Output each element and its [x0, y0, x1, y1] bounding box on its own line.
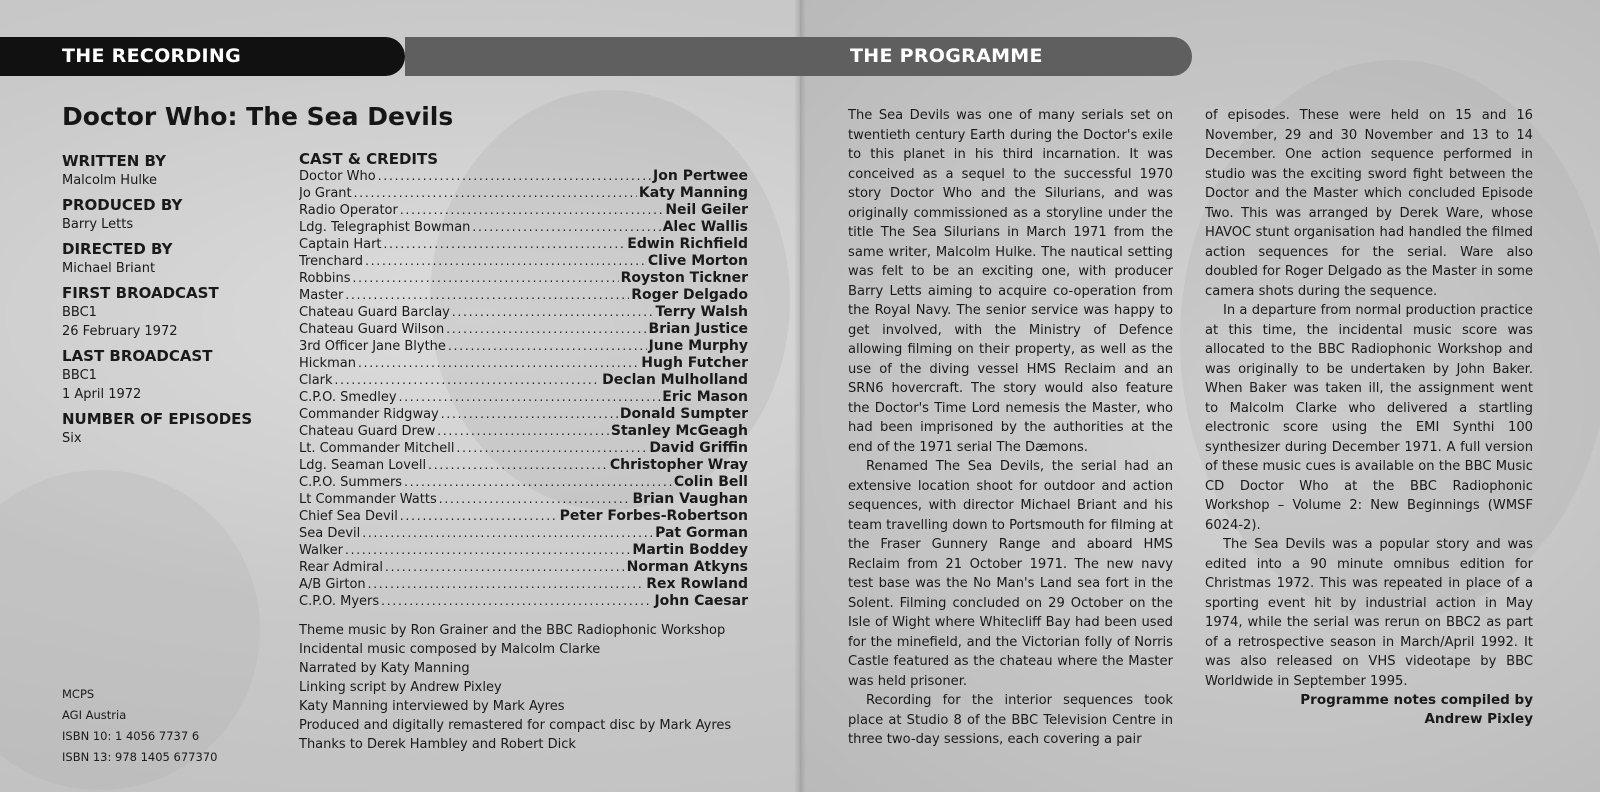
- cast-actor: Roger Delgado: [631, 287, 748, 303]
- cast-role: Doctor Who: [299, 169, 376, 184]
- dot-leader: [428, 457, 608, 474]
- dot-leader: [452, 304, 654, 321]
- dot-leader: [399, 389, 661, 406]
- programme-paragraph: Recording for the interior sequences took place at Studio 8 of the BBC Television Centre in three two-day sessions, each covering a pair: [848, 693, 1173, 747]
- credit-block: [62, 240, 292, 278]
- credit-value: 26 February 1972: [62, 324, 178, 339]
- cast-row: [299, 287, 748, 304]
- credit-label: NUMBER OF EPISODES: [62, 410, 253, 428]
- credit-value: BBC1: [62, 368, 97, 383]
- cast-role: Rear Admiral: [299, 560, 384, 575]
- cast-actor: John Caesar: [654, 593, 748, 609]
- cast-row: [299, 202, 748, 219]
- cast-actor: June Murphy: [648, 338, 748, 354]
- cast-row: [299, 168, 748, 185]
- cast-role: Robbins: [299, 271, 351, 286]
- cast-row: [299, 355, 748, 372]
- cast-role: Chateau Guard Wilson: [299, 322, 445, 337]
- dot-leader: [358, 355, 639, 372]
- production-notes: [299, 621, 759, 754]
- dot-leader: [378, 168, 651, 185]
- cast-actor: Jon Pertwee: [653, 168, 748, 184]
- cast-role: Lt Commander Watts: [299, 492, 437, 507]
- cast-row: [299, 236, 748, 253]
- credit-value: Barry Letts: [62, 217, 134, 232]
- dot-leader: [400, 508, 558, 525]
- cast-actor: Alec Wallis: [662, 219, 748, 235]
- cast-row: [299, 457, 748, 474]
- cast-role: Hickman: [299, 356, 356, 371]
- cast-row: [299, 491, 748, 508]
- cast-row: [299, 219, 748, 236]
- cast-role: C.P.O. Smedley: [299, 390, 397, 405]
- cast-role: C.P.O. Summers: [299, 475, 403, 490]
- section-header-recording: THE RECORDING: [62, 45, 242, 67]
- credit-note: Narrated by Katy Manning: [299, 661, 470, 676]
- credit-value: Malcolm Hulke: [62, 173, 157, 188]
- programme-paragraph: In a departure from normal production practice at this time, the incidental music score was allocated to the BBC Radiophonic Workshop and was originally to be undertaken by John Baker. When Baker was taken ill, the assignment went to Malcolm Clarke who delivered a startling electronic score using the EMI Synthi 100 synthesizer during December 1971. A full version of these music cues is available on the BBC Music CD Doctor Who at the BBC Radiophonic Workshop – Volume 2: New Beginnings (WMSF 6024-2).: [1205, 303, 1533, 533]
- credit-block: [62, 196, 292, 234]
- cast-actor: Stanley McGeagh: [610, 423, 748, 439]
- cast-row: [299, 338, 748, 355]
- programme-paragraph: The Sea Devils was a popular story and was edited into a 90 minute omnibus edition for Christmas 1972. This was repeated in place of a sporting event hit by industrial action in May 1974, while the serial was rerun on BBC2 as part of a retrospective season in March/April 1992. It was also released on VHS videotape by BBC Worldwide in September 1995.: [1205, 537, 1533, 689]
- cast-row: [299, 542, 748, 559]
- credit-block: [62, 152, 292, 190]
- dot-leader: [439, 491, 631, 508]
- dot-leader: [381, 593, 652, 610]
- credit-note: Katy Manning interviewed by Mark Ayres: [299, 699, 565, 714]
- cast-role: Trenchard: [299, 254, 364, 269]
- credit-block: [62, 410, 292, 448]
- cast-actor: Norman Atkyns: [626, 559, 748, 575]
- dot-leader: [384, 236, 626, 253]
- cast-row: [299, 270, 748, 287]
- cast-actor: Declan Mulholland: [602, 372, 748, 388]
- cast-role: Chateau Guard Drew: [299, 424, 436, 439]
- cast-role: Captain Hart: [299, 237, 382, 252]
- cast-actor: Brian Vaughan: [632, 491, 748, 507]
- cast-row: [299, 525, 748, 542]
- signoff-author: Andrew Pixley: [1424, 711, 1533, 727]
- dot-leader: [353, 270, 619, 287]
- credit-label: DIRECTED BY: [62, 240, 173, 258]
- cast-actor: Christopher Wray: [609, 457, 748, 473]
- catalogue-info: [62, 684, 217, 768]
- cast-row: [299, 423, 748, 440]
- cast-role: Sea Devil: [299, 526, 361, 541]
- dot-leader: [400, 202, 663, 219]
- cast-role: Jo Grant: [299, 186, 352, 201]
- credit-note: Incidental music composed by Malcolm Clarke: [299, 642, 601, 657]
- dot-leader: [446, 321, 646, 338]
- credit-label: PRODUCED BY: [62, 196, 183, 214]
- cast-row: [299, 389, 748, 406]
- credit-value: BBC1: [62, 305, 97, 320]
- cast-actor: Donald Sumpter: [619, 406, 748, 422]
- catalogue-line: MCPS: [62, 687, 95, 701]
- programme-column-1: [848, 106, 1173, 750]
- cast-role: Radio Operator: [299, 203, 398, 218]
- dot-leader: [354, 185, 637, 202]
- cast-actor: Terry Walsh: [655, 304, 748, 320]
- dot-leader: [335, 372, 601, 389]
- programme-paragraph: The Sea Devils was one of many serials set on twentieth century Earth during the Doctor's exile to this planet in his third incarnation. It was conceived as a sequel to the successful 1970 story Doctor Who and the Silurians, and was originally commissioned as a storyline under the title The Sea Silurians in March 1971 from the same writer, Malcolm Hulke. The nautical setting was felt to be an exciting one, with producer Barry Letts aiming to acquire co-operation from the Royal Navy. The senior service was happy to get involved, with the Ministry of Defence allowing filming on their property, as well as the use of the diving vessel HMS Reclaim and an SRN6 hovercraft. The story would also feature the Doctor's Time Lord nemesis the Master, who had been imprisoned by the authorities at the end of the 1971 serial The Dæmons.: [848, 108, 1173, 455]
- credit-note: Theme music by Ron Grainer and the BBC Radiophonic Workshop: [299, 623, 726, 638]
- dot-leader: [437, 423, 609, 440]
- credit-label: LAST BROADCAST: [62, 347, 213, 365]
- credit-value: Six: [62, 431, 82, 446]
- dot-leader: [385, 559, 625, 576]
- cast-role: 3rd Officer Jane Blythe: [299, 339, 446, 354]
- catalogue-line: ISBN 13: 978 1405 677370: [62, 750, 218, 764]
- signoff-line-1: Programme notes compiled by: [1300, 692, 1533, 708]
- section-header-programme: THE PROGRAMME: [850, 45, 1043, 67]
- credit-block: [62, 284, 292, 341]
- cast-role: C.P.O. Myers: [299, 594, 380, 609]
- programme-paragraph: Renamed The Sea Devils, the serial had an extensive location shoot for outdoor and action sequences, with director Michael Briant and his team travelling down to Portsmouth for filming at the Fraser Gunnery Range and aboard HMS Reclaim from 21 October 1971. The new navy test base was the No Man's Land sea fort in the Solent. Filming concluded on 29 October on the Isle of Wight where Whitecliff Bay had been used for the minefield, and the Victorian folly of Norris Castle featured as the chateau where the Master was held prisoner.: [848, 459, 1173, 689]
- cast-actor: David Griffin: [649, 440, 748, 456]
- cast-row: [299, 440, 748, 457]
- cast-row: [299, 321, 748, 338]
- programme-column-2: [1205, 106, 1533, 729]
- cast-row: [299, 185, 748, 202]
- dot-leader: [441, 406, 618, 423]
- dot-leader: [345, 287, 629, 304]
- cast-actor: Brian Justice: [648, 321, 748, 337]
- cast-actor: Martin Boddey: [632, 542, 748, 558]
- header-bar-left-extension: [405, 37, 800, 76]
- credit-label: WRITTEN BY: [62, 152, 166, 170]
- cast-role: Master: [299, 288, 344, 303]
- cast-actor: Rex Rowland: [646, 576, 748, 592]
- cast-role: Clark: [299, 373, 333, 388]
- credit-block: [62, 347, 292, 404]
- dot-leader: [345, 542, 630, 559]
- catalogue-line: AGI Austria: [62, 708, 127, 722]
- credit-note: Linking script by Andrew Pixley: [299, 680, 502, 695]
- dot-leader: [368, 576, 645, 593]
- album-title: Doctor Who: The Sea Devils: [62, 102, 454, 131]
- cast-actor: Eric Mason: [662, 389, 748, 405]
- dot-leader: [362, 525, 653, 542]
- credit-note: Thanks to Derek Hambley and Robert Dick: [299, 737, 576, 752]
- credit-value: Michael Briant: [62, 261, 156, 276]
- credit-value: 1 April 1972: [62, 387, 142, 402]
- cast-role: Ldg. Seaman Lovell: [299, 458, 427, 473]
- cast-actor: Royston Tickner: [620, 270, 748, 286]
- cast-role: A/B Girton: [299, 577, 366, 592]
- cast-role: Lt. Commander Mitchell: [299, 441, 455, 456]
- programme-paragraph: of episodes. These were held on 15 and 16 November, 29 and 30 November and 13 to 14 December. One action sequence performed in studio was the exciting sword fight between the Doctor and the Master which concluded Episode Two. This was arranged by Derek Ware, whose HAVOC stunt organisation had handled the filmed action sequences for the serial. Ware also doubled for Roger Delgado as the Master in some camera shots during the sequence.: [1205, 108, 1533, 299]
- spine-shadow: [794, 0, 806, 792]
- cast-row: [299, 576, 748, 593]
- cast-role: Chief Sea Devil: [299, 509, 398, 524]
- cast-actor: Neil Geiler: [665, 202, 748, 218]
- credit-label: FIRST BROADCAST: [62, 284, 219, 302]
- cast-role: Ldg. Telegraphist Bowman: [299, 220, 471, 235]
- cast-row: [299, 474, 748, 491]
- cast-actor: Katy Manning: [638, 185, 748, 201]
- cast-actor: Clive Morton: [647, 253, 748, 269]
- cast-role: Chateau Guard Barclay: [299, 305, 450, 320]
- cast-row: [299, 304, 748, 321]
- cast-actor: Peter Forbes-Robertson: [559, 508, 748, 524]
- production-credits: [62, 152, 292, 454]
- credit-note: Produced and digitally remastered for compact disc by Mark Ayres: [299, 718, 732, 733]
- cast-row: [299, 593, 748, 610]
- catalogue-line: ISBN 10: 1 4056 7737 6: [62, 729, 200, 743]
- cast-role: Commander Ridgway: [299, 407, 439, 422]
- cast-actor: Edwin Richfield: [627, 236, 748, 252]
- dot-leader: [456, 440, 647, 457]
- cast-row: [299, 559, 748, 576]
- cast-actor: Pat Gorman: [655, 525, 748, 541]
- cast-list: [299, 151, 748, 610]
- cast-heading: CAST & CREDITS: [299, 150, 439, 168]
- cast-actor: Colin Bell: [673, 474, 748, 490]
- cast-row: [299, 406, 748, 423]
- dot-leader: [472, 219, 660, 236]
- cast-role: Walker: [299, 543, 344, 558]
- cast-row: [299, 508, 748, 525]
- dot-leader: [404, 474, 672, 491]
- cast-row: [299, 253, 748, 270]
- cast-actor: Hugh Futcher: [641, 355, 748, 371]
- cast-row: [299, 372, 748, 389]
- dot-leader: [448, 338, 647, 355]
- dot-leader: [365, 253, 646, 270]
